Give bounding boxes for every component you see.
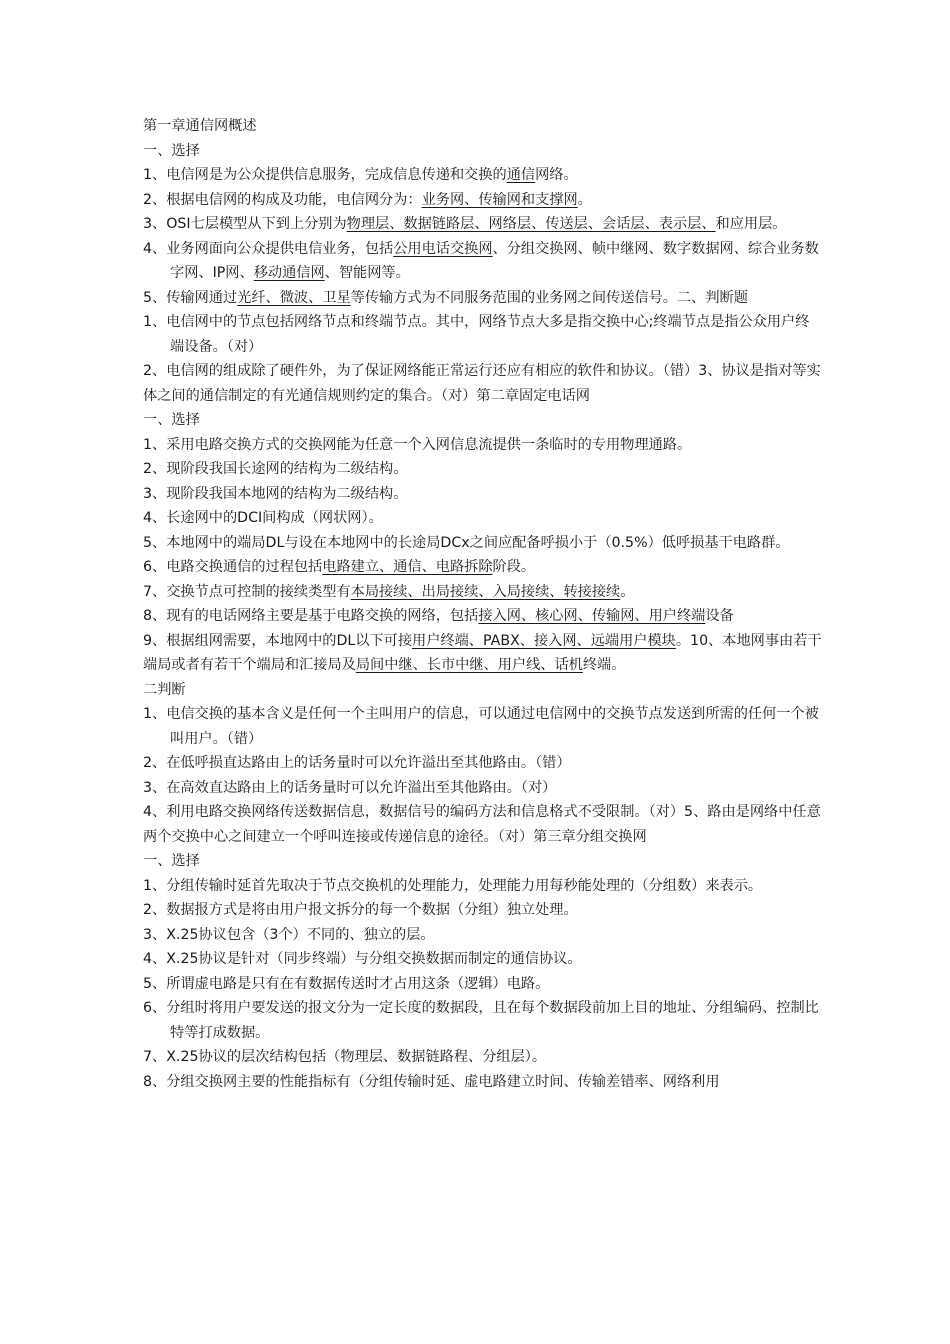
underlined-answer: 本局接续、出局接续、入局接续、转接接续 (350, 583, 621, 600)
text-run: 7、X.25协议的层次结构包括（物理层、数据链路程、分组层）。 (143, 1049, 547, 1065)
text-run: 。 (620, 583, 635, 600)
text-run: 。 (577, 191, 592, 208)
underlined-answer: 物理层、数据链路层、网络层、传送层、会话层、表示层、 (346, 216, 716, 232)
paragraph (143, 629, 823, 678)
list-item (143, 972, 823, 997)
paragraph (143, 114, 823, 139)
text-run: 一、选择 (143, 412, 200, 428)
text-run: 8、现有的电话网络主要是基于电路交换的网络，包括 (143, 608, 479, 624)
list-item (143, 163, 823, 188)
text-run: 5、传输网通过 (143, 289, 238, 306)
paragraph (143, 359, 823, 408)
text-run: 2、数据报方式是将由用户报文拆分的每一个数据（分组）独立处理。 (143, 902, 578, 918)
underlined-answer: 业务网、传输网和支撑网 (421, 191, 578, 208)
text-run: 3、在高效直达路由上的话务量时可以允许溢出至其他路由。（对） (143, 779, 557, 796)
underlined-answer: 局间中继、长市中继、用户线、话机 (355, 657, 583, 673)
text-run: 一、选择 (143, 853, 200, 869)
text-run: 、分组交换网、帧中继网、数字数据网、综合业务数字网、IP网、 (170, 240, 819, 281)
list-item (143, 482, 823, 507)
text-run: 3、现阶段我国本地网的结构为二级结构。 (143, 485, 408, 502)
list-item (143, 457, 823, 482)
underlined-answer: 接入网、核心网、传输网、用户终端 (478, 608, 706, 624)
list-item (143, 604, 823, 629)
text-run: 第一章通信网概述 (143, 118, 257, 134)
list-item (143, 923, 823, 948)
list-item (143, 237, 823, 286)
underlined-answer: 移动通信网 (253, 265, 325, 281)
list-item (143, 212, 823, 237)
text-run: 一、选择 (143, 142, 200, 159)
text-run: 2、在低呼损直达路由上的话务量时可以允许溢出至其他路由。（错） (143, 755, 571, 771)
text-run: 终端。 (582, 657, 626, 673)
text-run: 3、OSI七层模型从下到上分别为 (143, 216, 347, 232)
text-run: 阶段。 (492, 559, 536, 575)
text-run: 6、电路交换通信的过程包括 (143, 559, 323, 575)
paragraph (143, 286, 823, 311)
paragraph (143, 531, 823, 556)
paragraph (143, 139, 823, 164)
list-item (143, 898, 823, 923)
text-run: 和应用层。 (715, 216, 787, 232)
text-run: 2、根据电信网的构成及功能，电信网分为： (143, 191, 422, 208)
text-run: 二判断 (143, 681, 186, 698)
text-run: 等传输方式为不同服务范围的业务网之间传送信号。二、判断题 (350, 289, 748, 306)
list-item (143, 310, 823, 359)
list-item (143, 188, 823, 213)
text-run: 1、电信网是为公众提供信息服务，完成信息传递和交换的 (143, 167, 507, 183)
text-run: 5、本地网中的端局DL与设在本地网中的长途局DCx之间应配备呼损小于（0.5%）低呼损基干电路群。 (143, 534, 790, 551)
underlined-answer: 电路建立、通信、电路拆除 (322, 559, 493, 575)
list-item (143, 580, 823, 605)
text-run: 设备 (705, 608, 734, 624)
list-item (143, 1045, 823, 1070)
list-item (143, 947, 823, 972)
list-item (143, 555, 823, 580)
document-body (143, 114, 823, 1094)
list-item (143, 874, 823, 899)
list-item (143, 751, 823, 776)
text-run: 9、根据组网需要，本地网中的DL以下可接 (143, 632, 413, 649)
text-run: 1、采用电路交换方式的交换网能为任意一个入网信息流提供一条临时的专用物理通路。 (143, 436, 692, 453)
list-item (143, 506, 823, 531)
text-run: 2、现阶段我国长途网的结构为二级结构。 (143, 461, 408, 477)
list-item (143, 1070, 823, 1095)
text-run: 4、长途网中的DCI间构成（网状网）。 (143, 510, 383, 526)
text-run: 5、所谓虚电路是只有在有数据传送时才占用这条（逻辑）电路。 (143, 975, 550, 992)
paragraph (143, 849, 823, 874)
text-run: 6、分组时将用户要发送的报文分为一定长度的数据段，且在每个数据段前加上目的地址、分组编码、控制比特等打成数据。 (143, 1000, 819, 1041)
text-run: 、智能网等。 (324, 265, 410, 281)
text-run: 4、X.25协议是针对（同步终端）与分组交换数据而制定的通信协议。 (143, 951, 582, 967)
text-run: 1、电信交换的基本含义是任何一个主叫用户的信息，可以通过电信网中的交换节点发送到所需的任何一个被叫用户。（错） (143, 706, 819, 747)
text-run: 网络。 (535, 167, 578, 183)
text-run: 3、X.25协议包含（3个）不同的、独立的层。 (143, 926, 435, 943)
text-run: 8、分组交换网主要的性能指标有（分组传输时延、虚电路建立时间、传输差错率、网络利用 (143, 1073, 720, 1090)
text-run: 1、电信网中的节点包括网络节点和终端节点。其中，网络节点大多是指交换中心;终端节点是指公众用户终端设备。（对） (143, 314, 810, 355)
list-item (143, 702, 823, 751)
paragraph (143, 800, 823, 849)
underlined-answer: 公用电话交换网 (393, 240, 493, 257)
paragraph (143, 408, 823, 433)
text-run: 4、利用电路交换网络传送数据信息，数据信号的编码方法和信息格式不受限制。（对）5、路由是网络中任意两个交换中心之间建立一个呼叫连接或传递信息的途径。（对）第三章分组交换网 (143, 804, 821, 845)
text-run: 2、电信网的组成除了硬件外，为了保证网络能正常运行还应有相应的软件和协议。（错）3、协议是指对等实体之间的通信制定的有光通信规则约定的集合。（对）第二章固定电话网 (143, 363, 821, 404)
underlined-answer: 通信 (506, 167, 536, 183)
text-run: 4、业务网面向公众提供电信业务，包括 (143, 240, 394, 257)
list-item (143, 433, 823, 458)
text-run: 1、分组传输时延首先取决于节点交换机的处理能力，处理能力用每秒能处理的（分组数）来表示。 (143, 877, 763, 894)
text-run: 7、交换节点可控制的接续类型有 (143, 583, 351, 600)
list-item (143, 776, 823, 801)
underlined-answer: 光纤、微波、卫星 (237, 289, 351, 306)
text-run: 。10、本地网事由若干端局或者有若干个端局和汇接局及 (143, 632, 822, 673)
underlined-answer: 用户终端、PABX、接入网、远端用户模块 (412, 632, 676, 649)
paragraph (143, 678, 823, 703)
list-item (143, 996, 823, 1045)
